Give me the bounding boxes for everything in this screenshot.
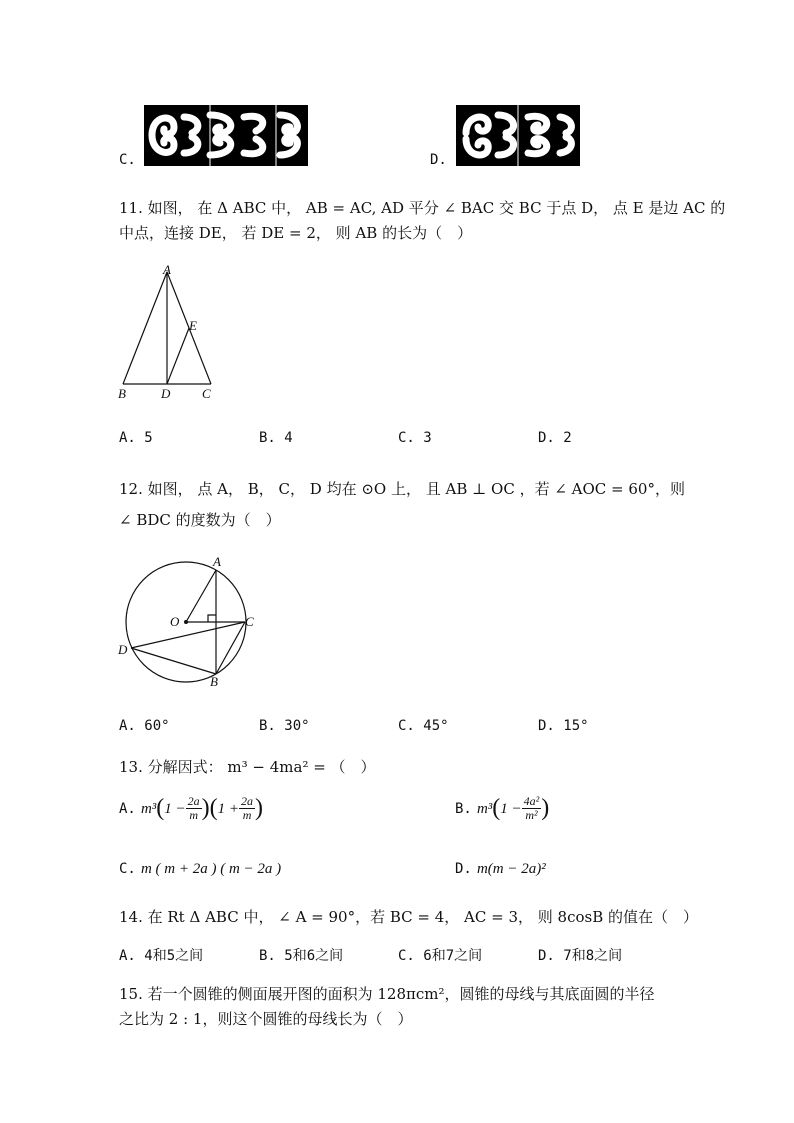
- q10-option-d-label: D.: [430, 152, 447, 168]
- q11-label-d: D: [161, 386, 171, 401]
- q12-label-d: D: [118, 642, 128, 657]
- q13-option-a-term2: 1 +: [217, 801, 240, 817]
- q11-label-c: C: [202, 386, 211, 401]
- q13-option-b-frac: $\frac{\text{4a²}}{\text{m²}}$: [523, 794, 540, 822]
- q13-option-c-label: C.: [119, 861, 136, 877]
- q11-option-c: C. 3: [398, 430, 432, 446]
- q11-label-b: B: [118, 386, 126, 401]
- q13-option-d-label: D.: [455, 861, 472, 877]
- q11-stem-line1: 11. 如图， 在 Δ ABC 中， AB = AC, AD 平分 ∠ BAC 交 BC 于点 D， 点 E 是边 AC 的: [119, 199, 726, 217]
- q13-option-d: [455, 858, 546, 878]
- q13-option-a: A. m³(1 − $\frac{2a}{m}$ )(1 + $\frac{2a}{m}$ ): [119, 794, 264, 822]
- q12-label-c: C: [245, 614, 254, 629]
- q15-stem-line1: 15. 若一个圆锥的侧面展开图的面积为 128πcm²，圆锥的母线与其底面圆的半径: [119, 985, 655, 1003]
- q13-stem: 13. 分解因式： m³ − 4ma² = （ ）: [119, 758, 376, 776]
- q12-label-o: O: [170, 614, 180, 629]
- q10-option-c-label: C.: [119, 152, 136, 168]
- q13-option-d-expr: m(m − 2a)²: [476, 861, 546, 877]
- q13-option-a-frac1: $\frac{2a}{m}$: [187, 794, 200, 822]
- q15-stem-line2: 之比为 2 : 1，则这个圆锥的母线长为（ ）: [119, 1010, 413, 1028]
- q11-label-a: A: [163, 262, 171, 277]
- q12-option-d: D. 15°: [538, 718, 589, 734]
- q13-option-a-prefix: m³: [140, 801, 157, 817]
- q14-option-b: B. 5和6之间: [259, 948, 344, 964]
- q12-option-c: C. 45°: [398, 718, 449, 734]
- q14-option-d: D. 7和8之间: [538, 948, 623, 964]
- q12-option-b: B. 30°: [259, 718, 310, 734]
- q11-option-a: A. 5: [119, 430, 153, 446]
- q14-option-c: C. 6和7之间: [398, 948, 483, 964]
- q13-option-a-frac2: $\frac{2a}{m}$: [241, 794, 254, 822]
- q10-option-c-pattern: [144, 105, 308, 166]
- q11-triangle-figure: [114, 262, 224, 404]
- q13-option-a-label: A.: [119, 801, 136, 817]
- q12-stem-line1: 12. 如图， 点 A， B， C， D 均在 ⊙O 上， 且 AB ⊥ OC ，若 ∠ AOC = 60°，则: [119, 480, 685, 498]
- q13-option-b-prefix: m³: [476, 801, 493, 817]
- q14-option-a: A. 4和5之间: [119, 948, 204, 964]
- q12-label-a: A: [213, 554, 221, 569]
- q13-option-b: B. m³(1 − $\frac{\text{4a²}}{\text{m²}}$ ): [455, 794, 550, 822]
- q10-option-d-pattern: [456, 105, 580, 166]
- q12-option-a: A. 60°: [119, 718, 170, 734]
- q13-option-c-expr: m ( m + 2a ) ( m − 2a ): [140, 861, 282, 877]
- q12-stem-line2: ∠ BDC 的度数为（ ）: [119, 511, 281, 529]
- q11-label-e: E: [189, 318, 197, 333]
- q13-option-b-term: 1 −: [500, 801, 522, 817]
- q14-stem: 14. 在 Rt Δ ABC 中， ∠ A = 90°，若 BC = 4， AC = 3， 则 8cosB 的值在（ ）: [119, 908, 699, 926]
- q12-label-b: B: [210, 674, 218, 689]
- q11-stem-line2: 中点，连接 DE， 若 DE = 2， 则 AB 的长为（ ）: [119, 224, 473, 242]
- q13-option-c: [119, 858, 281, 878]
- q13-option-b-label: B.: [455, 801, 472, 817]
- q11-option-b: B. 4: [259, 430, 293, 446]
- q13-option-a-term1: 1 −: [164, 801, 186, 817]
- q12-circle-figure: [112, 552, 270, 694]
- q11-option-d: D. 2: [538, 430, 572, 446]
